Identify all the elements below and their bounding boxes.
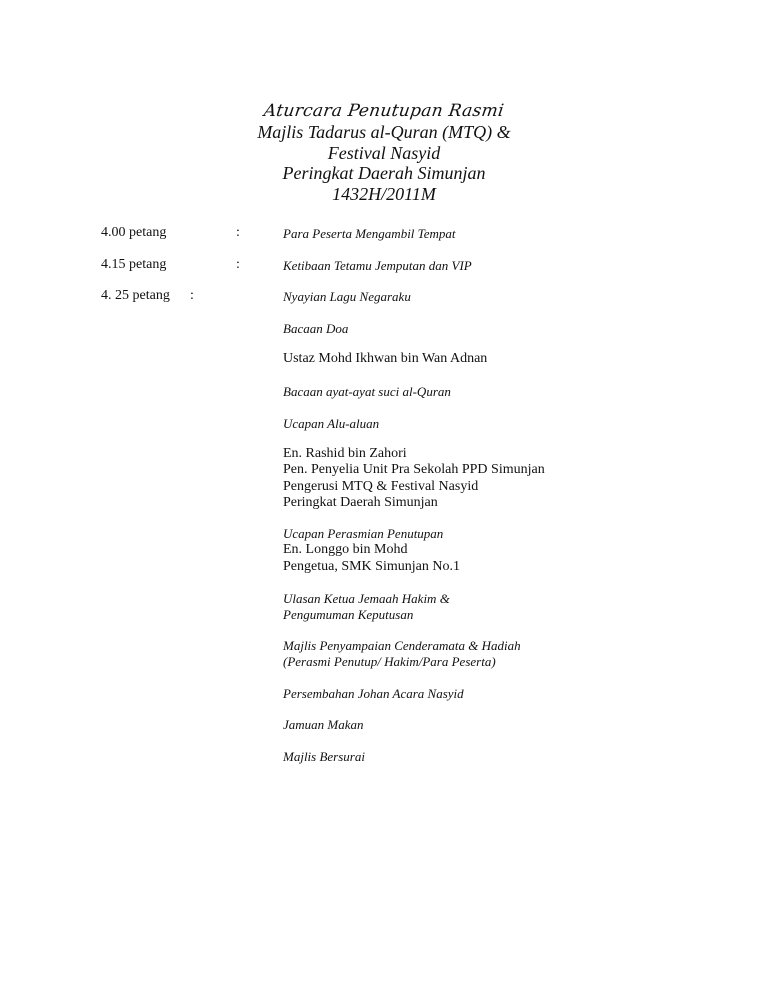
schedule-colon: :	[236, 257, 240, 272]
jamuan-makan: Jamuan Makan	[283, 717, 364, 732]
schedule-time: 4.15 petang	[101, 257, 167, 272]
penyampaian-line-1: Majlis Penyampaian Cenderamata & Hadiah	[283, 638, 521, 653]
bacaan-doa: Bacaan Doa	[283, 321, 349, 336]
speaker-2-name: En. Longgo bin Mohd	[283, 542, 408, 558]
schedule-time: 4. 25 petang	[101, 288, 170, 303]
document-header	[0, 100, 768, 204]
title-line-4: 1432H/2011M	[332, 183, 436, 204]
ucapan-perasmian: Ucapan Perasmian Penutupan	[283, 526, 444, 541]
schedule-item: Nyayian Lagu Negaraku	[283, 289, 411, 304]
schedule-item: Para Peserta Mengambil Tempat	[283, 226, 456, 241]
title-line-2: Festival Nasyid	[327, 142, 441, 163]
title-line-1: Majlis Tadarus al-Quran (MTQ) &	[257, 122, 511, 142]
persembahan: Persembahan Johan Acara Nasyid	[283, 686, 464, 701]
title-line-3: Peringkat Daerah Simunjan	[282, 163, 486, 183]
speaker-1-position: Pen. Penyelia Unit Pra Sekolah PPD Simunjan	[283, 462, 545, 478]
speaker-1-name: En. Rashid bin Zahori	[283, 446, 407, 461]
schedule-colon: :	[236, 225, 240, 240]
schedule-colon: :	[190, 288, 194, 303]
ulasan-block	[283, 591, 450, 622]
majlis-bersurai: Majlis Bersurai	[283, 749, 365, 764]
ulasan-line-2: Pengumuman Keputusan	[283, 606, 414, 622]
speaker-1-level: Peringkat Daerah Simunjan	[283, 494, 438, 510]
schedule-item: Ketibaan Tetamu Jemputan dan VIP	[283, 258, 472, 273]
penyampaian-line-2: (Perasmi Penutup/ Hakim/Para Peserta)	[283, 654, 496, 669]
speaker-2-position: Pengetua, SMK Simunjan No.1	[283, 558, 460, 574]
speaker-1-role: Pengerusi MTQ & Festival Nasyid	[283, 478, 479, 494]
bacaan-quran: Bacaan ayat-ayat suci al-Quran	[283, 384, 451, 399]
speaker-2-block	[283, 526, 460, 575]
penyampaian-block	[283, 638, 521, 670]
ulasan-line-1: Ulasan Ketua Jemaah Hakim &	[283, 591, 450, 606]
schedule-time: 4.00 petang	[101, 225, 167, 240]
speaker-1-block	[283, 446, 545, 511]
ucapan-alu-aluan: Ucapan Alu-aluan	[283, 416, 380, 431]
doa-reader: Ustaz Mohd Ikhwan bin Wan Adnan	[283, 351, 488, 366]
script-title: Aturcara Penutupan Rasmi	[262, 101, 506, 121]
